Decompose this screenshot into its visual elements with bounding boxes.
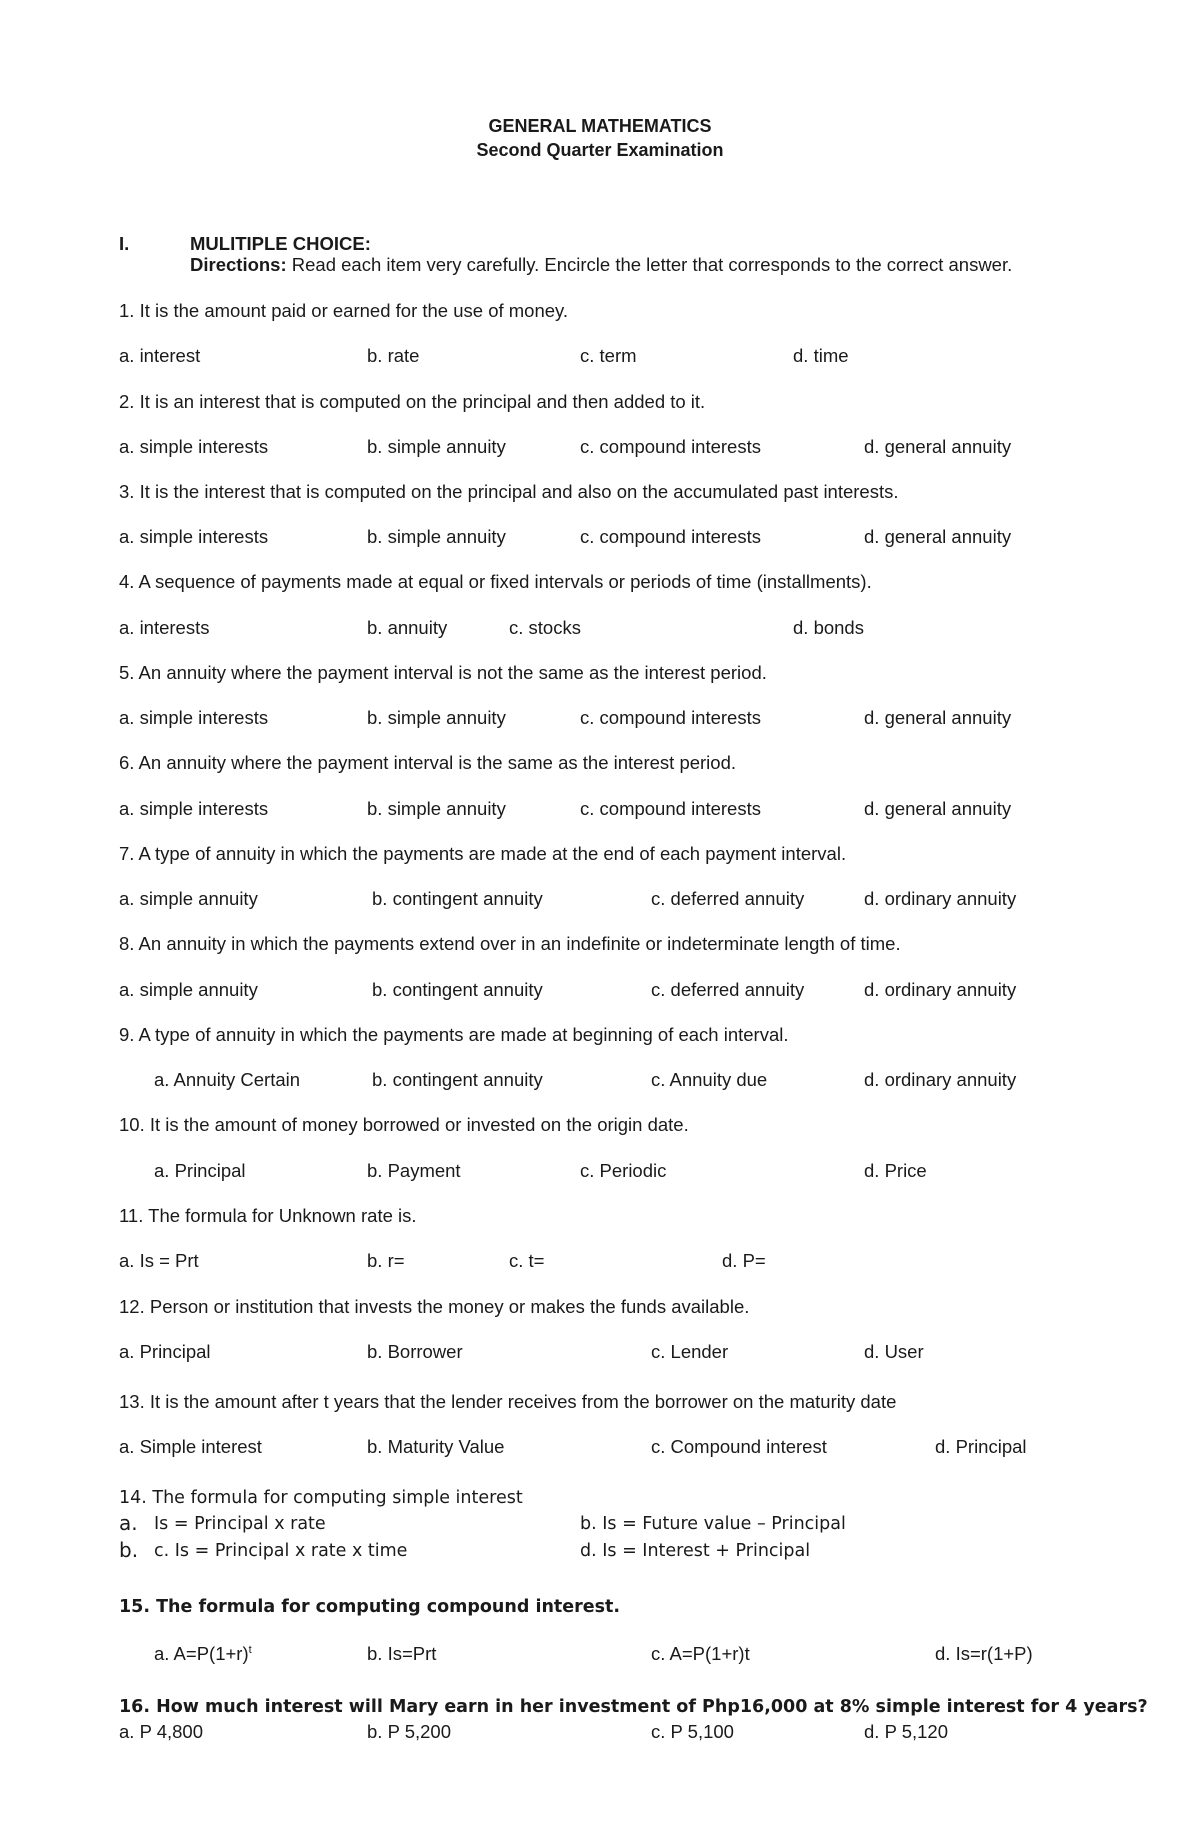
choice-12c[interactable]: c. Lender [651, 1341, 729, 1362]
choice-14a[interactable]: Is = Principal x rate [154, 1514, 326, 1534]
question-6: 6. An annuity where the payment interval is the same as the interest period. [119, 752, 737, 773]
question-11: 11. The formula for Unknown rate is. [119, 1205, 417, 1226]
choice-14c[interactable]: c. Is = Principal x rate x time [154, 1541, 408, 1561]
question-5: 5. An annuity where the payment interval is not the same as the interest period. [119, 662, 767, 683]
choice-8c[interactable]: c. deferred annuity [651, 979, 805, 1000]
choice-12a[interactable]: a. Principal [119, 1341, 211, 1362]
choice-13c[interactable]: c. Compound interest [651, 1436, 827, 1457]
choice-13b[interactable]: b. Maturity Value [367, 1436, 505, 1457]
choice-14b[interactable]: b. Is = Future value – Principal [580, 1514, 846, 1534]
choice-15a[interactable] [154, 1643, 252, 1665]
choice-2b[interactable]: b. simple annuity [367, 436, 506, 457]
choice-7a[interactable]: a. simple annuity [119, 888, 258, 909]
question-15: 15. The formula for computing compound interest. [119, 1597, 621, 1617]
question-8: 8. An annuity in which the payments extend over in an indefinite or indeterminate length of time. [119, 933, 901, 954]
choice-10b[interactable]: b. Payment [367, 1160, 461, 1181]
list-mark-14b: b. [119, 1538, 139, 1562]
choice-2a[interactable]: a. simple interests [119, 436, 269, 457]
question-2: 2. It is an interest that is computed on the principal and then added to it. [119, 391, 706, 412]
question-14: 14. The formula for computing simple interest [119, 1488, 523, 1508]
choice-6a[interactable]: a. simple interests [119, 798, 269, 819]
question-7: 7. A type of annuity in which the payments are made at the end of each payment interval. [119, 843, 847, 864]
directions [190, 254, 1012, 276]
directions-label: Directions: [190, 254, 287, 275]
choice-15a-exponent: t [248, 1643, 252, 1656]
question-12: 12. Person or institution that invests the money or makes the funds available. [119, 1296, 750, 1317]
choice-7b[interactable]: b. contingent annuity [372, 888, 543, 909]
choice-1d[interactable]: d. time [793, 345, 849, 366]
choice-4b[interactable]: b. annuity [367, 617, 448, 638]
list-mark-14a: a. [119, 1511, 138, 1535]
choice-13d[interactable]: d. Principal [935, 1436, 1027, 1457]
directions-text: Read each item very carefully. Encircle the letter that corresponds to the correct answer. [291, 254, 1013, 275]
choice-4d[interactable]: d. bonds [793, 617, 864, 638]
choice-2c[interactable]: c. compound interests [580, 436, 761, 457]
choice-9b[interactable]: b. contingent annuity [372, 1069, 543, 1090]
question-16: 16. How much interest will Mary earn in her investment of Php16,000 at 8% simple interest for 4 years? [119, 1697, 1148, 1717]
choice-16d[interactable]: d. P 5,120 [864, 1721, 949, 1742]
choice-11b[interactable]: b. r= [367, 1250, 405, 1271]
question-4: 4. A sequence of payments made at equal or fixed intervals or periods of time (installments). [119, 571, 872, 592]
choice-3b[interactable]: b. simple annuity [367, 526, 506, 547]
section-heading: MULITIPLE CHOICE: [190, 233, 371, 254]
choice-3c[interactable]: c. compound interests [580, 526, 761, 547]
question-10: 10. It is the amount of money borrowed or invested on the origin date. [119, 1114, 689, 1135]
choice-9d[interactable]: d. ordinary annuity [864, 1069, 1017, 1090]
exam-subtitle: Second Quarter Examination [476, 140, 724, 160]
choice-10c[interactable]: c. Periodic [580, 1160, 667, 1181]
choice-11d[interactable]: d. P= [722, 1250, 766, 1271]
choice-16c[interactable]: c. P 5,100 [651, 1721, 734, 1742]
choice-14d[interactable]: d. Is = Interest + Principal [580, 1541, 811, 1561]
choice-7d[interactable]: d. ordinary annuity [864, 888, 1017, 909]
section-numeral: I. [119, 233, 130, 254]
choice-5d[interactable]: d. general annuity [864, 707, 1012, 728]
choice-6b[interactable]: b. simple annuity [367, 798, 506, 819]
choice-16a[interactable]: a. P 4,800 [119, 1721, 204, 1742]
choice-4c[interactable]: c. stocks [509, 617, 581, 638]
choice-15d[interactable]: d. Is=r(1+P) [935, 1643, 1033, 1664]
choice-15b[interactable]: b. Is=Prt [367, 1643, 437, 1664]
choice-11c[interactable]: c. t= [509, 1250, 545, 1271]
choice-3a[interactable]: a. simple interests [119, 526, 269, 547]
choice-11a[interactable]: a. Is = Prt [119, 1250, 199, 1271]
choice-12d[interactable]: d. User [864, 1341, 924, 1362]
choice-6d[interactable]: d. general annuity [864, 798, 1012, 819]
choice-13a[interactable]: a. Simple interest [119, 1436, 262, 1457]
choice-3d[interactable]: d. general annuity [864, 526, 1012, 547]
choice-8b[interactable]: b. contingent annuity [372, 979, 543, 1000]
choice-5c[interactable]: c. compound interests [580, 707, 761, 728]
exam-title: GENERAL MATHEMATICS [488, 116, 712, 136]
question-1: 1. It is the amount paid or earned for the use of money. [119, 300, 569, 321]
choice-1a[interactable]: a. interest [119, 345, 201, 366]
choice-8d[interactable]: d. ordinary annuity [864, 979, 1017, 1000]
choice-5a[interactable]: a. simple interests [119, 707, 269, 728]
question-3: 3. It is the interest that is computed on the principal and also on the accumulated past interests. [119, 481, 899, 502]
question-9: 9. A type of annuity in which the payments are made at beginning of each interval. [119, 1024, 789, 1045]
choice-5b[interactable]: b. simple annuity [367, 707, 506, 728]
choice-8a[interactable]: a. simple annuity [119, 979, 258, 1000]
choice-16b[interactable]: b. P 5,200 [367, 1721, 452, 1742]
choice-10a[interactable]: a. Principal [154, 1160, 246, 1181]
choice-4a[interactable]: a. interests [119, 617, 210, 638]
choice-9c[interactable]: c. Annuity due [651, 1069, 768, 1090]
choice-1b[interactable]: b. rate [367, 345, 420, 366]
question-13: 13. It is the amount after t years that the lender receives from the borrower on the maturity date [119, 1391, 897, 1412]
choice-9a[interactable]: a. Annuity Certain [154, 1069, 301, 1090]
choice-15c[interactable]: c. A=P(1+r)t [651, 1643, 750, 1664]
choice-2d[interactable]: d. general annuity [864, 436, 1012, 457]
choice-12b[interactable]: b. Borrower [367, 1341, 463, 1362]
choice-1c[interactable]: c. term [580, 345, 637, 366]
choice-6c[interactable]: c. compound interests [580, 798, 761, 819]
choice-10d[interactable]: d. Price [864, 1160, 927, 1181]
choice-7c[interactable]: c. deferred annuity [651, 888, 805, 909]
choice-15a-text: a. A=P(1+r) [154, 1643, 249, 1664]
